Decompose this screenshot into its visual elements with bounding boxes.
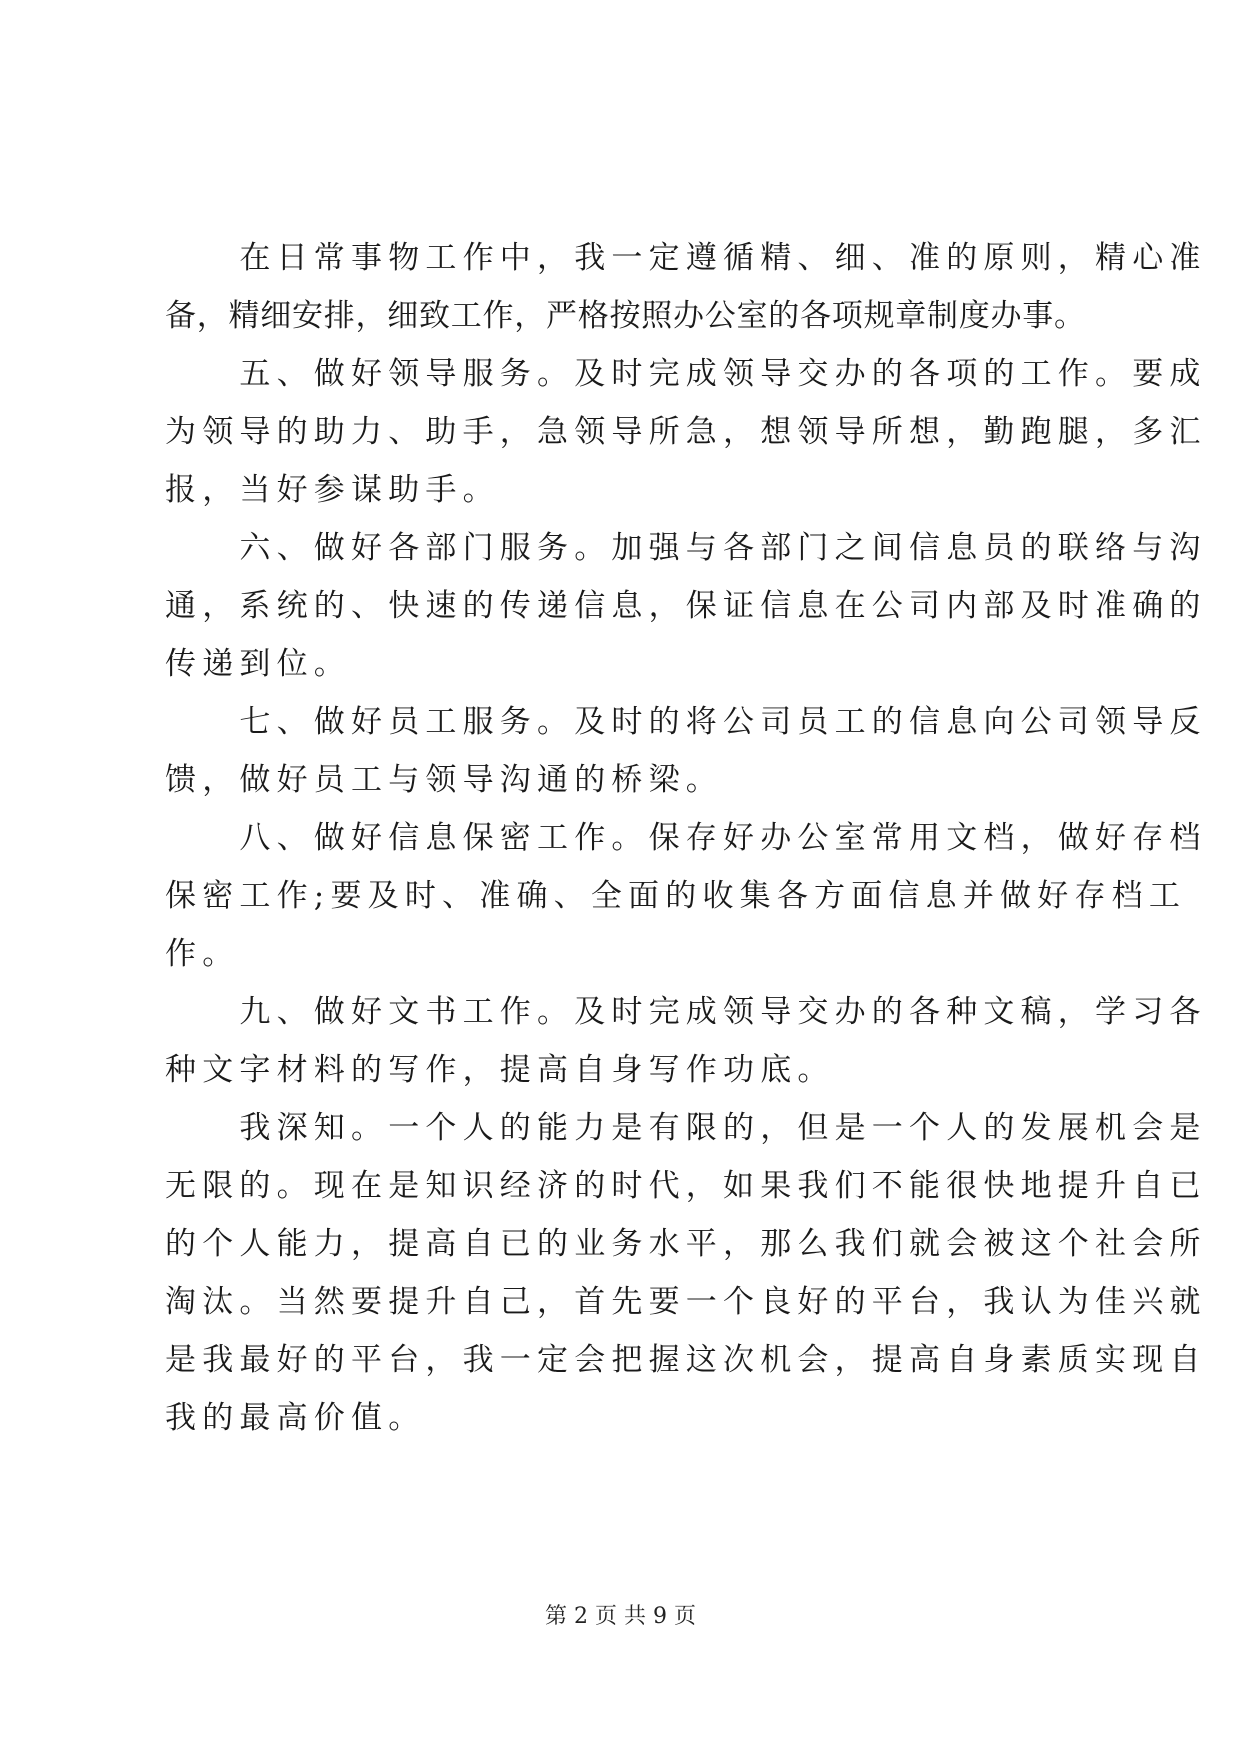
paragraph-line: 七、做好员工服务。及时的将公司员工的信息向公司领导反 [165,704,1207,740]
paragraph-line: 报，当好参谋助手。 [165,472,500,508]
paragraph-line: 的个人能力，提高自已的业务水平，那么我们就会被这个社会所 [165,1226,1207,1262]
paragraph-line: 为领导的助力、助手，急领导所急，想领导所想，勤跑腿，多汇 [165,414,1207,450]
paragraph-line: 备，精细安排，细致工作，严格按照办公室的各项规章制度办事。 [165,298,1085,334]
page-number-footer: 第 2 页 共 9 页 [545,1604,696,1629]
paragraph-line: 种文字材料的写作，提高自身写作功底。 [165,1052,835,1088]
paragraph-line: 保密工作;要及时、准确、全面的收集各方面信息并做好存档工 [165,878,1187,914]
paragraph-line: 五、做好领导服务。及时完成领导交办的各项的工作。要成 [165,356,1207,392]
paragraph-line: 我的最高价值。 [165,1400,426,1436]
paragraph-line: 无限的。现在是知识经济的时代，如果我们不能很快地提升自已 [165,1168,1207,1204]
paragraph-line: 馈，做好员工与领导沟通的桥梁。 [165,762,723,798]
paragraph-line: 我深知。一个人的能力是有限的，但是一个人的发展机会是 [165,1110,1207,1146]
paragraph-line: 是我最好的平台，我一定会把握这次机会，提高自身素质实现自 [165,1342,1207,1378]
paragraph-line: 八、做好信息保密工作。保存好办公室常用文档，做好存档 [165,820,1207,856]
paragraph-line: 六、做好各部门服务。加强与各部门之间信息员的联络与沟 [165,530,1207,566]
paragraph-line: 作。 [165,936,240,972]
paragraph-line: 传递到位。 [165,646,351,682]
paragraph-line: 通，系统的、快速的传递信息，保证信息在公司内部及时准确的 [165,588,1207,624]
paragraph-line: 淘汰。当然要提升自己，首先要一个良好的平台，我认为佳兴就 [165,1284,1207,1320]
paragraph-line: 在日常事物工作中，我一定遵循精、细、准的原则，精心准 [165,240,1207,276]
paragraph-line: 九、做好文书工作。及时完成领导交办的各种文稿，学习各 [165,994,1207,1030]
